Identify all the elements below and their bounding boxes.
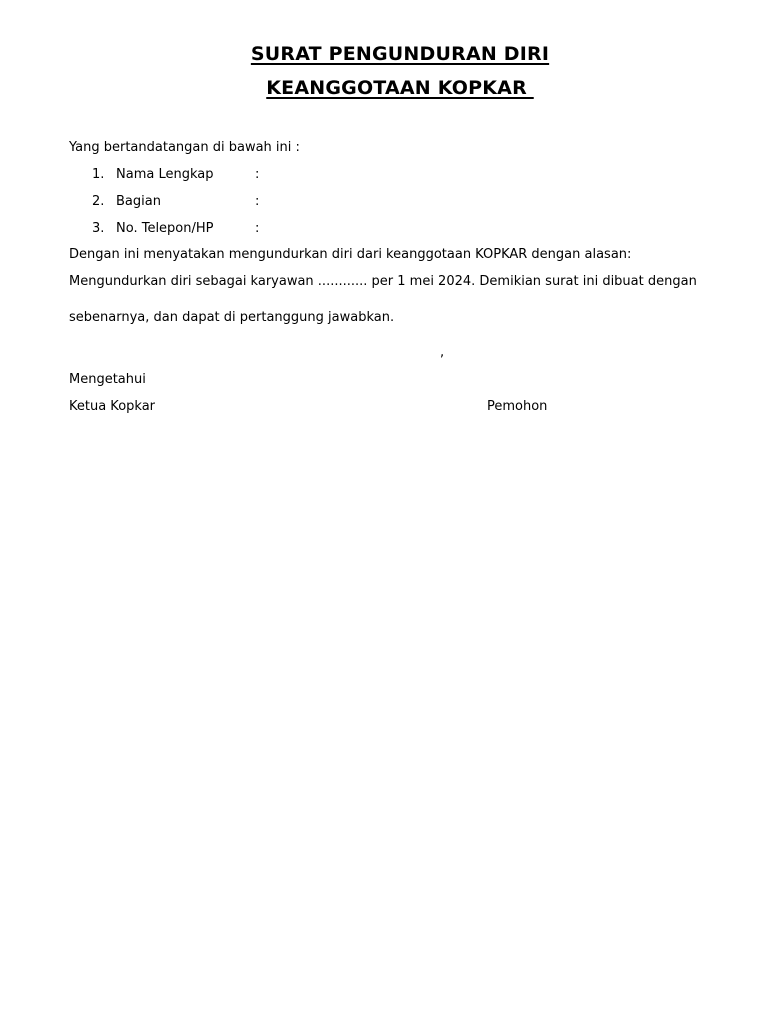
reason-line-1: Mengundurkan diri sebagai karyawan ............ per 1 mei 2024. Demikian surat ini dibuat dengan <box>69 274 697 289</box>
place-date: , <box>440 345 445 360</box>
statement-text: Dengan ini menyatakan mengundurkan diri dari keanggotaan KOPKAR dengan alasan: <box>69 247 632 262</box>
signer-left-label: Ketua Kopkar <box>69 399 156 414</box>
field-separator: : <box>255 221 260 236</box>
field-label-nama-lengkap: Nama Lengkap <box>116 167 214 182</box>
reason-line-2: sebenarnya, dan dapat di pertanggung jawabkan. <box>69 310 395 325</box>
document-title-line-2: KEANGGOTAAN KOPKAR <box>266 77 534 99</box>
signer-right-label: Pemohon <box>487 399 548 414</box>
field-separator: : <box>255 167 260 182</box>
field-separator: : <box>255 194 260 209</box>
field-number: 1. <box>92 167 105 182</box>
document-title-line-1: SURAT PENGUNDURAN DIRI <box>250 43 550 65</box>
intro-text: Yang bertandatangan di bawah ini : <box>69 140 300 155</box>
field-label-bagian: Bagian <box>116 194 161 209</box>
field-number: 3. <box>92 221 105 236</box>
field-label-telepon: No. Telepon/HP <box>116 221 214 236</box>
acknowledged-label: Mengetahui <box>69 372 146 387</box>
field-number: 2. <box>92 194 105 209</box>
